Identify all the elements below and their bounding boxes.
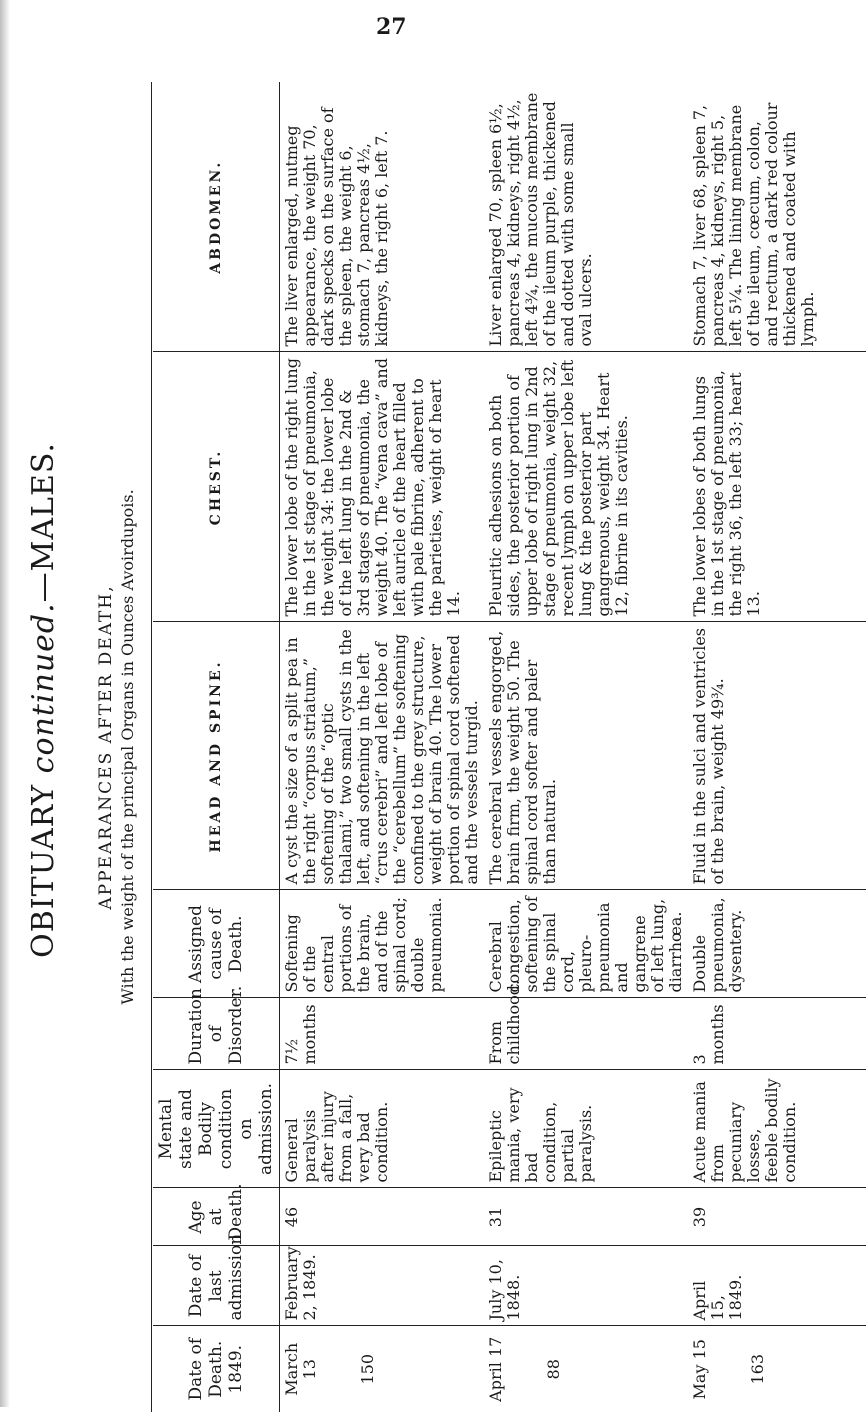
running-head-tail: —MALES.	[26, 442, 61, 603]
age-cell: 46	[280, 1188, 485, 1246]
header-row	[153, 82, 280, 1412]
header-last-admission: Date of last admission.	[153, 1246, 280, 1326]
date-of-death-cell	[280, 1326, 485, 1412]
binding-shadow	[0, 0, 10, 1407]
table-row	[688, 82, 866, 1412]
case-number: 88	[544, 1359, 563, 1380]
duration-cell: 3 months	[688, 998, 866, 1070]
mental-state-cell: Acute mania from pecuniary losses, feeble bodily condition.	[688, 1070, 866, 1188]
mental-state-cell: General paralysis after injury from a fall, very bad condition.	[280, 1070, 485, 1188]
head-spine-cell: The cerebral vessels engorged, brain firm, the weight 50. The spinal cord softer and paler than natural.	[484, 622, 688, 890]
table-row	[280, 82, 485, 1412]
header-abdomen: ABDOMEN.	[153, 82, 280, 352]
running-head-prefix: OBITUARY	[26, 783, 61, 958]
abdomen-cell: Stomach 7, liver 68, spleen 7, pancreas 4, kidneys, right 5, left 5¼. The lining membrane of the ileum, cœcum, colon, and rectum, a dark red colour thickened and coated with lymph.	[688, 82, 866, 352]
mental-state-cell: Epileptic mania, very bad condition, partial paralysis.	[484, 1070, 688, 1188]
table-caption	[95, 82, 152, 1412]
abdomen-cell: Liver enlarged 70, spleen 6½, pancreas 4, kidneys, right 4½, left 4¾, the mucous membrane of the ileum purple, thickened and dotted with some small oval ulcers.	[484, 82, 688, 352]
running-head	[24, 340, 64, 1060]
header-date-of-death: Date of Death. 1849.	[153, 1326, 280, 1412]
header-chest: CHEST.	[153, 352, 280, 622]
chest-cell: The lower lobes of both lungs in the 1st stage of pneumonia, the right 36, the left 33; heart 13.	[688, 352, 866, 622]
header-cause: Assigned cause of Death.	[153, 890, 280, 998]
chest-cell: The lower lobe of the right lung in the 1st stage of pneumonia, the weight 34: the lower lobe of the left lung in the 2nd & 3rd stages of pneumonia, the weight 40. The “vena cava” and left auricle of the heart filled with pale fibrine, adherent to the parieties, weight of heart 14.	[280, 352, 485, 622]
table-row	[484, 82, 688, 1412]
obituary-table	[153, 82, 866, 1412]
header-duration: Duration of Disorder.	[153, 998, 280, 1070]
last-admission-cell: February 2, 1849.	[280, 1246, 485, 1326]
age-cell: 31	[484, 1188, 688, 1246]
date-of-death-cell	[688, 1326, 866, 1412]
last-admission-cell: July 10, 1848.	[484, 1246, 688, 1326]
caption-line-2: With the weight of the principal Organs in Ounces Avoirdupois.	[118, 489, 137, 1005]
running-head-suffix: continued.	[26, 602, 61, 774]
cause-cell: Double pneumonia, dysentery.	[688, 890, 866, 998]
header-mental-state: Mental state and Bodily condition on admission.	[153, 1070, 280, 1188]
duration-cell: 7½ months	[280, 998, 485, 1070]
caption-line-1: APPEARANCES AFTER DEATH,	[96, 584, 116, 910]
date-of-death-cell	[484, 1326, 688, 1412]
age-cell: 39	[688, 1188, 866, 1246]
case-number: 150	[358, 1353, 377, 1385]
case-number: 163	[748, 1353, 767, 1385]
header-age: Age at Death.	[153, 1188, 280, 1246]
header-head-and-spine: HEAD AND SPINE.	[153, 622, 280, 890]
head-spine-cell: Fluid in the sulci and ventricles of the brain, weight 49¾.	[688, 622, 866, 890]
page-number: 27	[376, 14, 407, 40]
date-of-death: March 13	[282, 1342, 319, 1396]
duration-cell: From childhood.	[484, 998, 688, 1070]
head-spine-cell: A cyst the size of a split pea in the right “corpus striatum,” softening of the “optic thalami,” two small cysts in the left, and softening in the left “crus cerebri” and left lobe of the “cerebellum” the softening confined to the grey structure, weight of brain 40. The lower portion of spinal cord softened and the vessels turgid.	[280, 622, 485, 890]
abdomen-cell: The liver enlarged, nutmeg appearance, the weight 70, dark specks on the surface of the spleen, the weight 6, stomach 7, pancreas 4½, kidneys, the right 6, left 7.	[280, 82, 485, 352]
date-of-death: May 15	[690, 1339, 709, 1400]
cause-cell: Cerebral congestion, softening of the spinal cord, pleuro-pneumonia and gangrene of left lung, diarrhœa.	[484, 890, 688, 998]
last-admission-cell: April 15, 1849.	[688, 1246, 866, 1326]
chest-cell: Pleuritic adhesions on both sides, the posterior portion of upper lobe of right lung in 2nd stage of pneumonia, weight 32, recent lymph on upper lobe left lung & the posterior part gangrenous, weight 34. Heart 12, fibrine in its cavities.	[484, 352, 688, 622]
cause-cell: Softening of the central portions of the brain, and of the spinal cord; double pneumonia.	[280, 890, 485, 998]
date-of-death: April 17	[486, 1336, 505, 1402]
rotated-table-block	[95, 82, 817, 1412]
